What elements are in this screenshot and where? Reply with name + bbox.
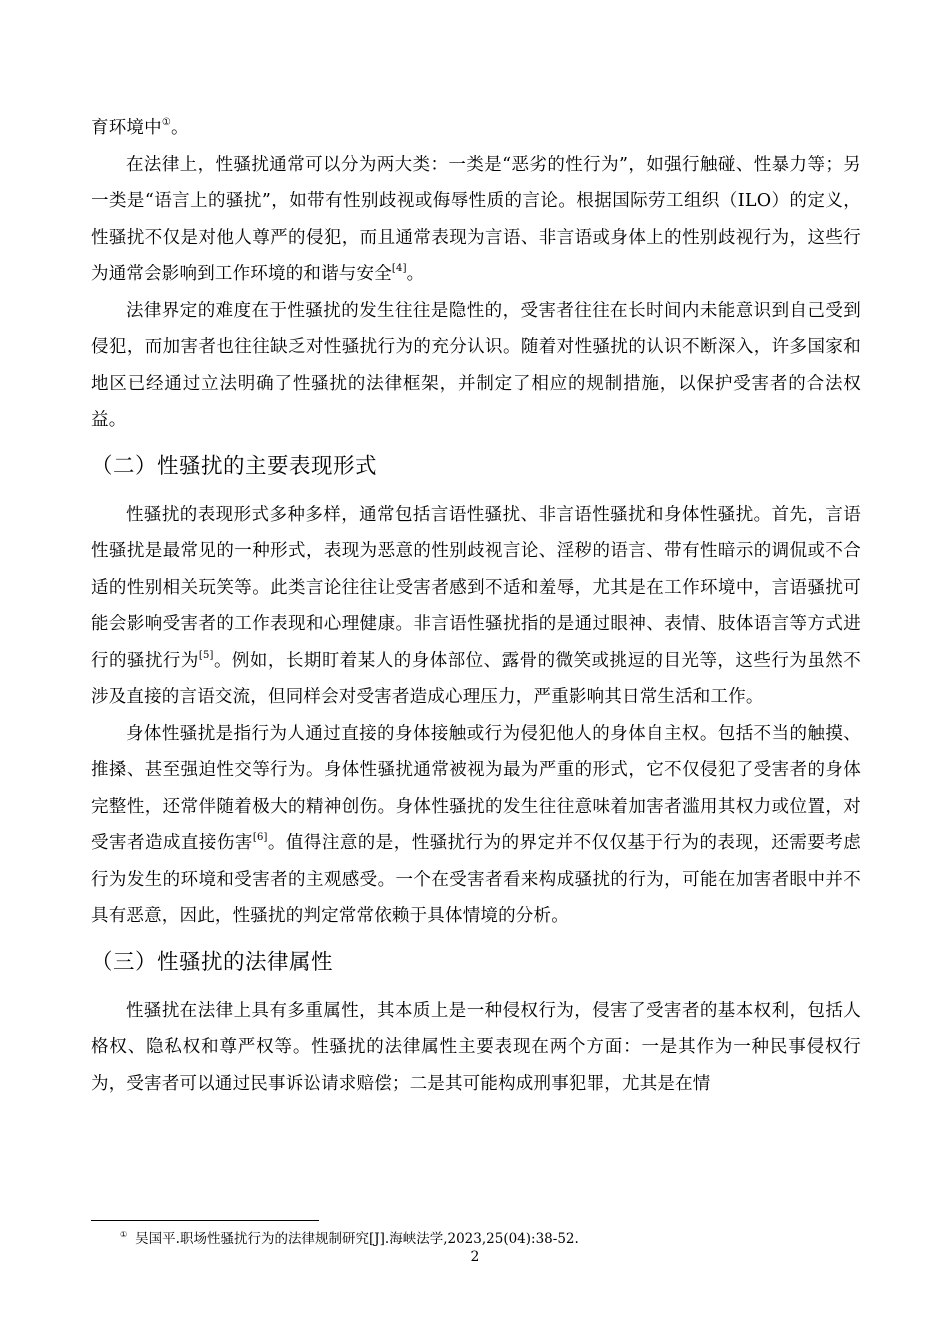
citation-ref[interactable]: [5] (198, 649, 214, 661)
citation-ref[interactable]: [6] (252, 832, 268, 843)
paragraph-tail: 。 (406, 264, 425, 284)
paragraph-text: 育环境中 (91, 118, 162, 138)
citation-ref[interactable]: [4] (391, 263, 407, 274)
section-heading-forms: （二）性骚扰的主要表现形式 (91, 453, 378, 479)
paragraph-text: 身体性骚扰是指行为人通过直接的身体接触或行为侵犯他人的身体自主权。包括不当的触摸、推搡、甚至强迫性交等行为。身体性骚扰通常被视为最为严重的形式，它不仅侵犯了受害者的身体完整性，还常伴随着极大的精神创伤。身体性骚扰的发生往往意味着加害者滥用其权力或位置，对受害者造成直接伤害 (91, 723, 861, 853)
footnote-marker: ① (120, 1230, 128, 1239)
paragraph-text: 法律界定的难度在于性骚扰的发生往往是隐性的，受害者往往在长时间内未能意识到自己受到侵犯，而加害者也往往缺乏对性骚扰行为的充分认识。随着对性骚扰的认识不断深入，许多国家和地区已经通过立法明确了性骚扰的法律框架，并制定了相应的规制措施，以保护受害者的合法权益。 (91, 300, 861, 430)
paragraph-tail: 。值得注意的是，性骚扰行为的界定并不仅仅基于行为的表现，还需要考虑行为发生的环境和受害者的主观感受。一个在受害者看来构成骚扰的行为，可能在加害者眼中并不具有恶意，因此，性骚扰的判定常常依赖于具体情境的分析。 (91, 833, 861, 926)
section-heading-legal-attributes: （三）性骚扰的法律属性 (91, 949, 334, 975)
paragraph-text: 性骚扰的表现形式多种多样，通常包括言语性骚扰、非言语性骚扰和身体性骚扰。首先，言语性骚扰是最常见的一种形式，表现为恶意的性别歧视言论、淫秽的语言、带有性暗示的调侃或不合适的性别相关玩笑等。此类言论往往让受害者感到不适和羞辱，尤其是在工作环境中，言语骚扰可能会影响受害者的工作表现和心理健康。非言语性骚扰指的是通过眼神、表情、肢体语言等方式进行的骚扰行为 (91, 504, 861, 671)
paragraph-legal-categories (91, 147, 861, 293)
paragraph-legal-attributes (91, 993, 861, 1103)
footnote-divider (91, 1220, 319, 1221)
page-number: 2 (470, 1249, 480, 1265)
paragraph-continuation (91, 110, 861, 147)
paragraph-legal-definition-difficulty (91, 293, 861, 439)
paragraph-tail: 。 (170, 118, 189, 138)
footnote (120, 1230, 579, 1248)
paragraph-text: 在法律上，性骚扰通常可以分为两大类：一类是“恶劣的性行为”，如强行触碰、性暴力等；另一类是“语言上的骚扰”，如带有性别歧视或侮辱性质的言论。根据国际劳工组织（ILO）的定义，性骚扰不仅是对他人尊严的侵犯，而且通常表现为言语、非言语或身体上的性别歧视行为，这些行为通常会影响到工作环境的和谐与安全 (91, 154, 861, 284)
paragraph-forms-verbal-nonverbal (91, 497, 861, 716)
footnote-ref[interactable]: ① (161, 117, 171, 128)
footnote-text: 吴国平.职场性骚扰行为的法律规制研究[J].海峡法学,2023,25(04):38-52. (135, 1231, 579, 1247)
paragraph-tail: 。例如，长期盯着某人的身体部位、露骨的微笑或挑逗的目光等，这些行为虽然不涉及直接的言语交流，但同样会对受害者造成心理压力，严重影响其日常生活和工作。 (91, 650, 861, 707)
main-content (91, 110, 861, 1102)
paragraph-text: 性骚扰在法律上具有多重属性，其本质上是一种侵权行为，侵害了受害者的基本权利，包括人格权、隐私权和尊严权等。性骚扰的法律属性主要表现在两个方面：一是其作为一种民事侵权行为，受害者可以通过民事诉讼请求赔偿；二是其可能构成刑事犯罪，尤其是在情 (91, 1000, 861, 1094)
paragraph-forms-physical (91, 716, 861, 935)
